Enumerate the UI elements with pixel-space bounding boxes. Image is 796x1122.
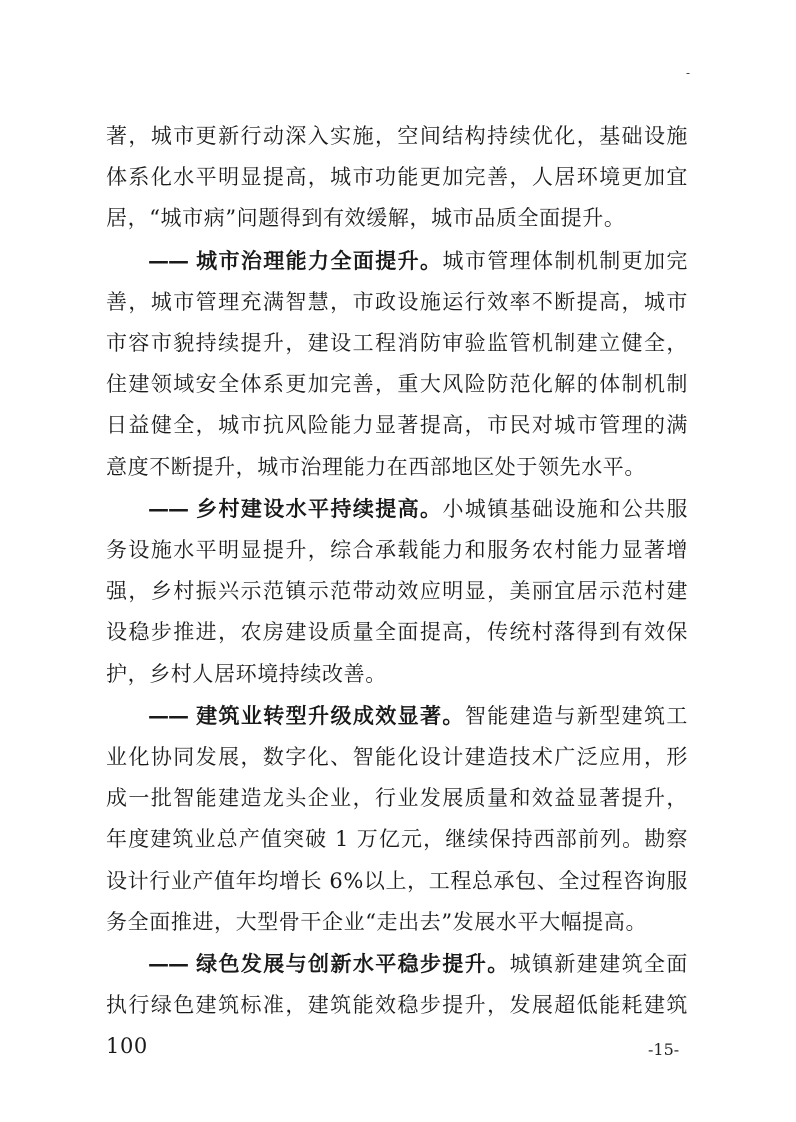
paragraph-1	[106, 116, 688, 240]
em-dash: ——	[148, 702, 188, 728]
page-number: -15-	[648, 1040, 680, 1059]
document-body	[106, 116, 688, 1068]
paragraph-heading: 城市治理能力全面提升。	[196, 247, 443, 273]
paragraph-5	[106, 943, 688, 1068]
paragraph-3	[106, 488, 688, 695]
paragraph-text: 城市管理体制机制更加完善，城市管理充满智慧，市政设施运行效率不断提高，城市市容市貌持续提升，建设工程消防审验监管机制建立健全，住建领域安全体系更加完善，重大风险防范化解的体制机制日益健全，城市抗风险能力显著提高，市民对城市管理的满意度不断提升，城市治理能力在西部地区处于领先水平。	[106, 248, 688, 479]
paragraph-heading: 建筑业转型升级成效显著。	[196, 702, 465, 728]
paragraph-text: 城镇新建建筑全面执行绿色建筑标准，建筑能效稳步提升，发展超低能耗建筑 100	[106, 952, 688, 1059]
paragraph-2	[106, 240, 688, 488]
em-dash: ——	[148, 951, 188, 977]
paragraph-4	[106, 695, 688, 943]
paragraph-heading: 乡村建设水平持续提高。	[196, 495, 443, 521]
paragraph-heading: 绿色发展与创新水平稳步提升。	[196, 951, 510, 977]
paragraph-text: 著，城市更新行动深入实施，空间结构持续优化，基础设施体系化水平明显提高，城市功能更加完善，人居环境更加宜居，“城市病”问题得到有效缓解，城市品质全面提升。	[106, 124, 688, 231]
corner-mark: -	[686, 66, 691, 80]
paragraph-text: 智能建造与新型建筑工业化协同发展，数字化、智能化设计建造技术广泛应用，形成一批智能建造龙头企业，行业发展质量和效益显著提升，年度建筑业总产值突破 1 万亿元，继续保持西部前列。勘察设计行业产值年均增长 6%以上，工程总承包、全过程咨询服务全面推进，大型骨干企业“走出去”发展水平大幅提高。	[106, 703, 689, 934]
paragraph-text: 小城镇基础设施和公共服务设施水平明显提升，综合承载能力和服务农村能力显著增强，乡村振兴示范镇示范带动效应明显，美丽宜居示范村建设稳步推进，农房建设质量全面提高，传统村落得到有效保护，乡村人居环境持续改善。	[106, 496, 688, 686]
em-dash: ——	[148, 247, 188, 273]
em-dash: ——	[148, 495, 188, 521]
